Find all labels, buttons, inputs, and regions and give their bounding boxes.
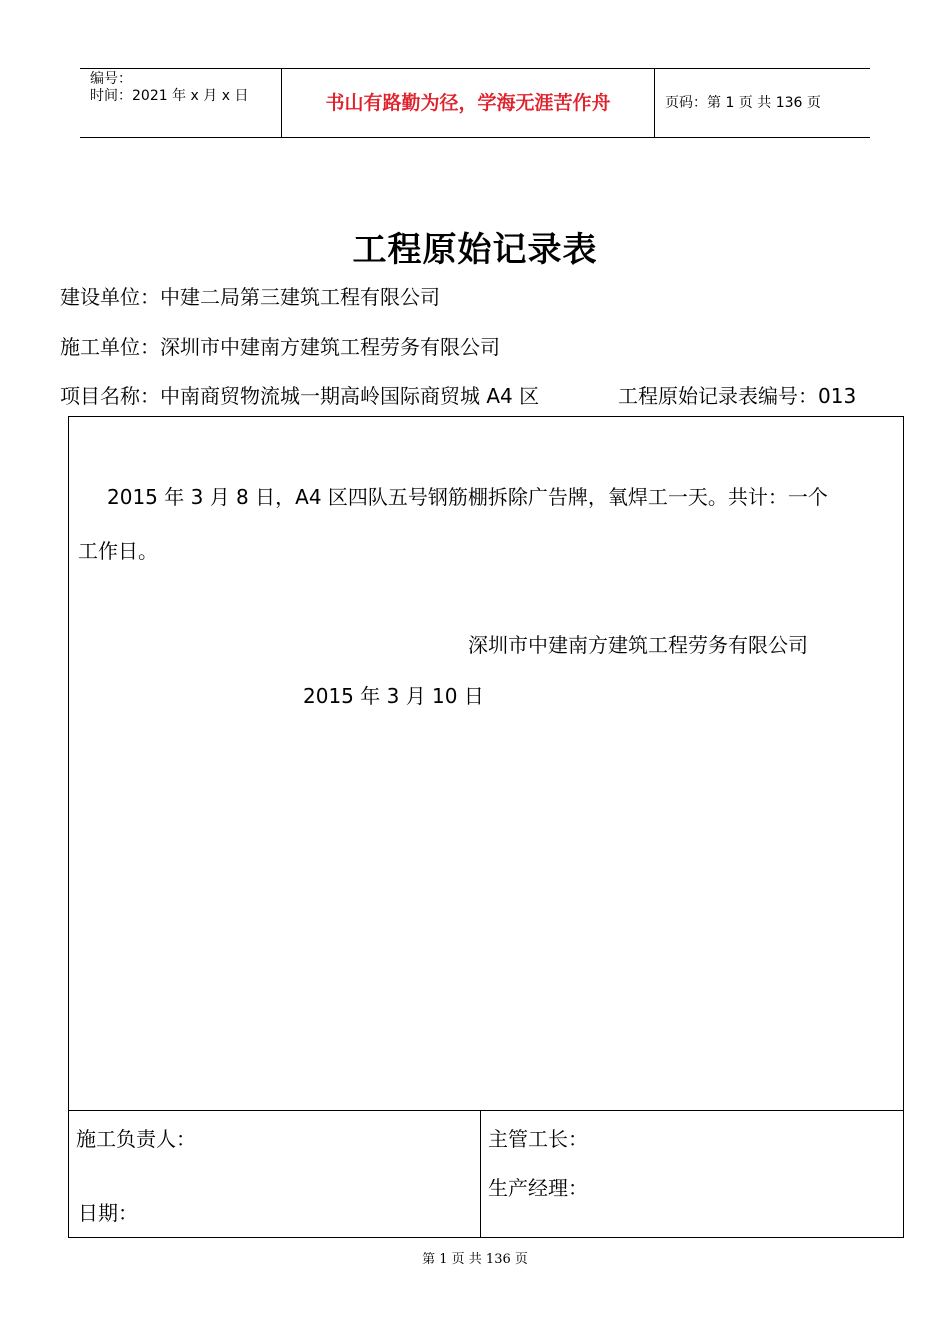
body-line-1: 2015 年 3 月 8 日，A4 区四队五号钢筋棚拆除广告牌，氧焊工一天。共计：一个 — [107, 485, 828, 509]
contractor-line: 施工单位：深圳市中建南方建筑工程劳务有限公司 — [60, 335, 500, 359]
signature-divider — [480, 1111, 481, 1238]
signature-row — [69, 1110, 903, 1238]
time-label: 时间：2021 年 x 月 x 日 — [90, 88, 249, 104]
page-code-cell — [655, 69, 870, 137]
production-manager-label: 生产经理： — [488, 1176, 588, 1200]
signing-company: 深圳市中建南方建筑工程劳务有限公司 — [468, 633, 808, 657]
date-label: 日期： — [78, 1201, 138, 1225]
construction-lead-label: 施工负责人： — [76, 1127, 196, 1151]
signing-date: 2015 年 3 月 10 日 — [303, 684, 484, 708]
header-info-cell — [80, 69, 280, 137]
body-line-2: 工作日。 — [78, 539, 158, 563]
page-code: 页码：第 1 页 共 136 页 — [665, 95, 821, 111]
client-line: 建设单位：中建二局第三建筑工程有限公司 — [60, 285, 440, 309]
page-footer: 第 1 页 共 136 页 — [422, 1252, 528, 1267]
motto-text: 书山有路勤为径，学海无涯苦作舟 — [325, 92, 611, 114]
number-label: 编号： — [90, 71, 132, 87]
header-table — [80, 68, 870, 138]
project-line: 项目名称：中南商贸物流城一期高岭国际商贸城 A4 区 — [60, 384, 540, 408]
motto-cell — [281, 69, 655, 137]
record-number: 工程原始记录表编号：013 — [618, 384, 857, 408]
record-box — [68, 416, 904, 1238]
page-title: 工程原始记录表 — [352, 230, 598, 270]
foreman-label: 主管工长： — [488, 1127, 588, 1151]
